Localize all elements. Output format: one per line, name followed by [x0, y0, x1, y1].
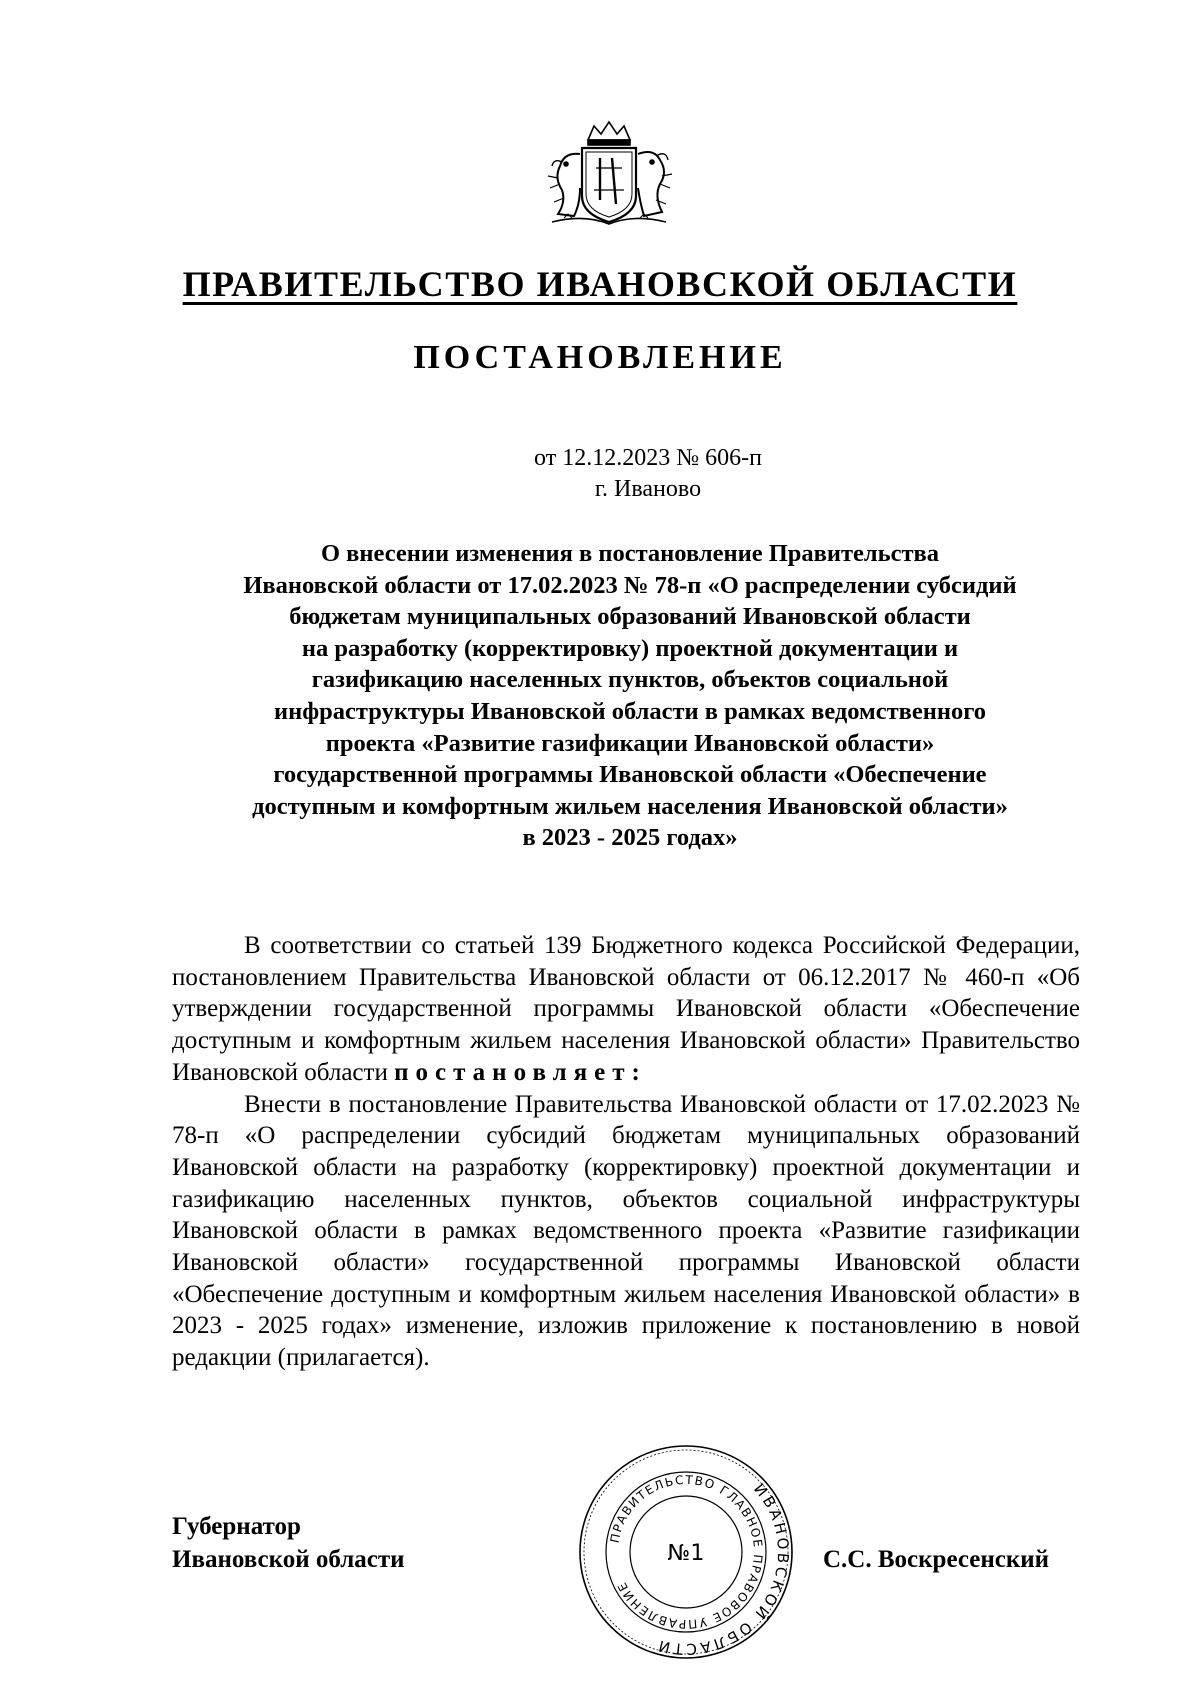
subject-line: государственной программы Ивановской области «Обеспечение — [273, 761, 987, 789]
subject-line: проекта «Развитие газификации Ивановской области» — [325, 729, 935, 757]
date-number: от 12.12.2023 № 606-п — [534, 445, 762, 471]
government-title-text: ПРАВИТЕЛЬСТВО ИВАНОВСКОЙ ОБЛАСТИ — [182, 264, 1018, 304]
subject-line: газификацию населенных пунктов, объектов социальной — [311, 666, 949, 694]
government-title — [0, 262, 1200, 306]
document-type: ПОСТАНОВЛЕНИЕ — [413, 339, 787, 376]
document-subject — [170, 538, 1090, 854]
subject-line: в 2023 - 2025 годах» — [522, 824, 738, 852]
subject-line: Ивановской области от 17.02.2023 № 78-п «О распределении субсидий — [243, 571, 1017, 599]
signatory-title: Губернатор — [172, 1513, 301, 1540]
city: г. Иваново — [594, 476, 702, 502]
subject-line: инфраструктуры Ивановской области в рамках ведомственного — [274, 697, 986, 725]
stamp-middle-text: ПРАВИТЕЛЬСТВО ГЛАВНОЕ ПРАВОВОЕ УПРАВЛЕНИЕ — [607, 1472, 766, 1632]
document-body — [172, 930, 1080, 1374]
stamp-outer-text: ИВАНОВСКОЙ ОБЛАСТИ — [653, 1480, 793, 1659]
signatory-position — [172, 1510, 405, 1576]
subject-line: доступным и комфортным жильем населения Ивановской области» — [252, 792, 1008, 820]
body-paragraph-preamble — [172, 930, 1080, 1089]
subject-line: О внесении изменения в постановление Правительства — [321, 540, 939, 567]
body-paragraph-decision: Внести в постановление Правительства Ивановской области от 17.02.2023 № 78-п «О распределении субсидий бюджетам муниципальных образований Ивановской области на разработку (корректировку) проектной документации и газификацию населенных пунктов, объектов социальной инфраструктуры Ивановской области в рамках ведомственного проекта «Развитие газификации Ивановской области» государственной программы Ивановской области «Обеспечение доступным и комфортным жильем населения Ивановской области» в 2023 - 2025 годах» изменение, изложив приложение к постановлению в новой редакции (прилагается). — [172, 1090, 1080, 1372]
coat-of-arms-icon — [544, 118, 674, 230]
preamble-text: В соответствии со статьей 139 Бюджетного кодекса Российской Федерации, постановлением Правительства Ивановской области от 06.12.2017 № 460-п «Об утверждении государственной программы Ивановской области «Обеспечение доступным и комфортным жильем населения Ивановской области» Правительство Ивановской области — [172, 932, 1080, 1086]
resolves-keyword: постановляет: — [394, 1058, 647, 1086]
subject-line: бюджетам муниципальных образований Ивановской области — [289, 603, 971, 631]
stamp-number: №1 — [667, 1541, 705, 1566]
signatory-region: Ивановской области — [172, 1546, 405, 1573]
official-stamp — [574, 1440, 798, 1664]
signatory-name: С.С. Воскресенский — [823, 1546, 1050, 1573]
subject-line: на разработку (корректировку) проектной документации и — [301, 634, 959, 662]
document-meta — [0, 443, 1200, 505]
